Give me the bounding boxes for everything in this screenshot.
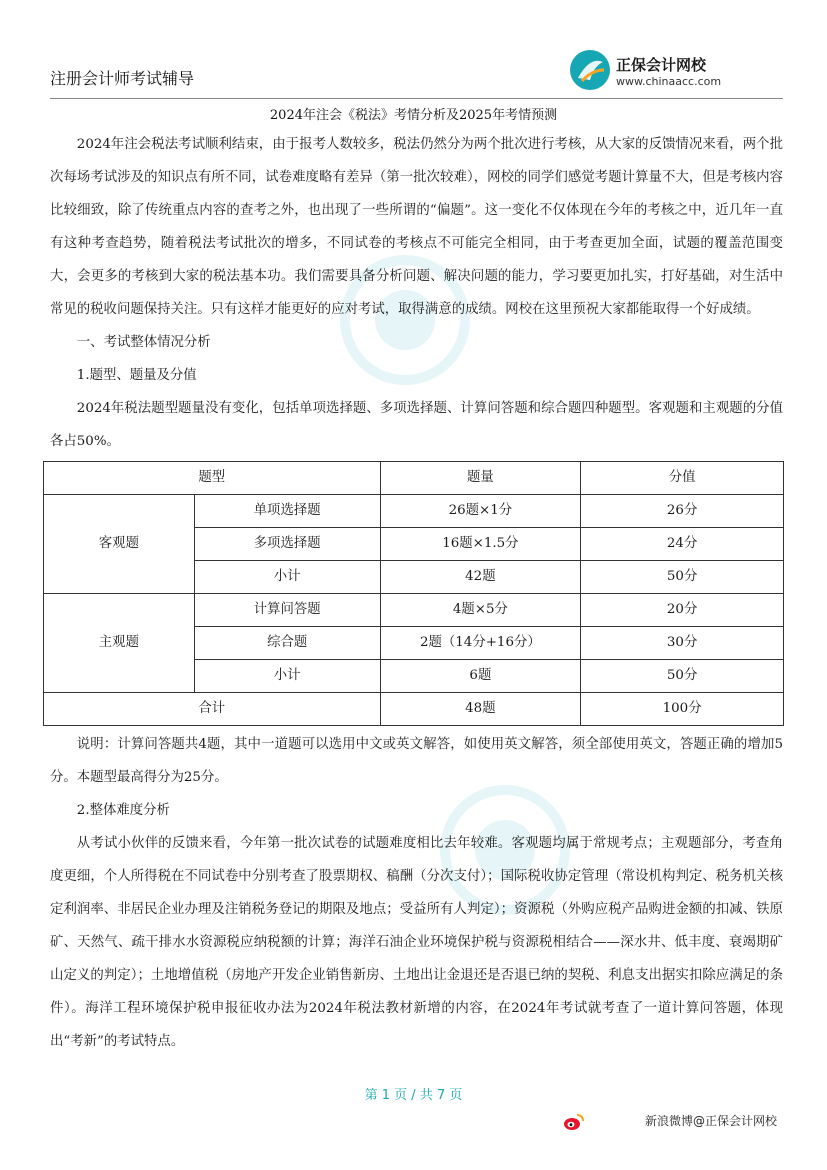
score-table [43,461,784,726]
count-cell: 6题 [380,660,581,693]
score-cell: 24分 [581,528,784,561]
count-cell: 26题×1分 [380,495,581,528]
type-cell: 单项选择题 [194,495,380,528]
total-count-cell: 48题 [380,693,581,726]
table-row [44,594,784,627]
logo [570,50,770,94]
type-cell: 综合题 [194,627,380,660]
count-cell: 2题（14分+16分） [380,627,581,660]
type-cell: 计算问答题 [194,594,380,627]
difficulty-paragraph: 从考试小伙伴的反馈来看，今年第一批次试卷的试题难度相比去年较难。客观题均属于常规考点；主观题部分，考查角度更细，个人所得税在不同试卷中分别考查了股票期权、稿酬（分次支付）；国际税收协定管理（常设机构判定、税务机关核定利润率、非居民企业办理及注销税务登记的期限及地点；受益所有人判定）；资源税（外购应税产品购进金额的扣减、铁原矿、天然气、疏干排水水资源税应纳税额的计算；海洋石油企业环境保护税与资源税相结合——深水井、低丰度、衰竭期矿山定义的判定）；土地增值税（房地产开发企业销售新房、土地出让金退还是否退已纳的契税、利息支出据实扣除应满足的条件）。海洋工程环境保护税申报征收办法为2024年税法教材新增的内容，在2024年考试就考查了一道计算问答题，体现出“考新”的考试特点。 [50,836,783,1049]
page-indicator: 第 1 页 / 共 7 页 [364,1088,463,1103]
header-cell: 分值 [581,462,784,495]
score-cell: 30分 [581,627,784,660]
document-body [50,128,783,1058]
type-cell: 小计 [194,561,380,594]
document-title: 2024年注会《税法》考情分析及2025年考情预测 [269,108,558,123]
total-score-cell: 100分 [581,693,784,726]
logo-url: www.chinaacc.com [616,75,722,88]
score-cell: 50分 [581,660,784,693]
score-cell: 50分 [581,561,784,594]
table-row [44,495,784,528]
note-paragraph: 说明：计算问答题共4题，其中一道题可以选用中文或英文解答，如使用英文解答，须全部使用英文，答题正确的增加5分。本题型最高得分为25分。 [50,737,783,785]
weibo-footer [563,1112,777,1131]
header-cell: 题量 [380,462,581,495]
group-cell: 客观题 [44,495,195,594]
subsection-heading: 1.题型、题量及分值 [76,368,197,383]
count-cell: 4题×5分 [380,594,581,627]
header-cell: 题型 [44,462,381,495]
type-cell: 多项选择题 [194,528,380,561]
type-cell: 小计 [194,660,380,693]
count-cell: 16题×1.5分 [380,528,581,561]
table-header-row [44,462,784,495]
subsection-heading: 2.整体难度分析 [76,803,170,818]
group-cell: 主观题 [44,594,195,693]
section-heading: 一、考试整体情况分析 [76,335,211,350]
table-total-row [44,693,784,726]
question-types-paragraph: 2024年税法题型题量没有变化，包括单项选择题、多项选择题、计算问答题和综合题四种题型。客观题和主观题的分值各占50%。 [50,401,783,449]
header-title: 注册会计师考试辅导 [50,69,195,88]
logo-name: 正保会计网校 [616,56,707,74]
header-divider [50,98,783,99]
score-cell: 26分 [581,495,784,528]
count-cell: 42题 [380,561,581,594]
total-label-cell: 合计 [44,693,381,726]
logo-emblem-icon [570,50,610,90]
intro-paragraph: 2024年注会税法考试顺利结束，由于报考人数较多，税法仍然分为两个批次进行考核，从大家的反馈情况来看，两个批次每场考试涉及的知识点有所不同，试卷难度略有差异（第一批次较难），网校的同学们感觉考题计算量不大，但是考核内容比较细致，除了传统重点内容的查考之外，也出现了一些所谓的“偏题”。这一变化不仅体现在今年的考核之中，近几年一直有这种考查趋势，随着税法考试批次的增多，不同试卷的考核点不可能完全相同，由于考查更加全面，试题的覆盖范围变大，会更多的考核到大家的税法基本功。我们需要具备分析问题、解决问题的能力，学习要更加扎实，打好基础，对生活中常见的税收问题保持关注。只有这样才能更好的应对考试，取得满意的成绩。网校在这里预祝大家都能取得一个好成绩。 [50,137,783,317]
weibo-handle: 新浪微博@正保会计网校 [644,1114,777,1128]
weibo-icon [563,1113,585,1131]
score-cell: 20分 [581,594,784,627]
